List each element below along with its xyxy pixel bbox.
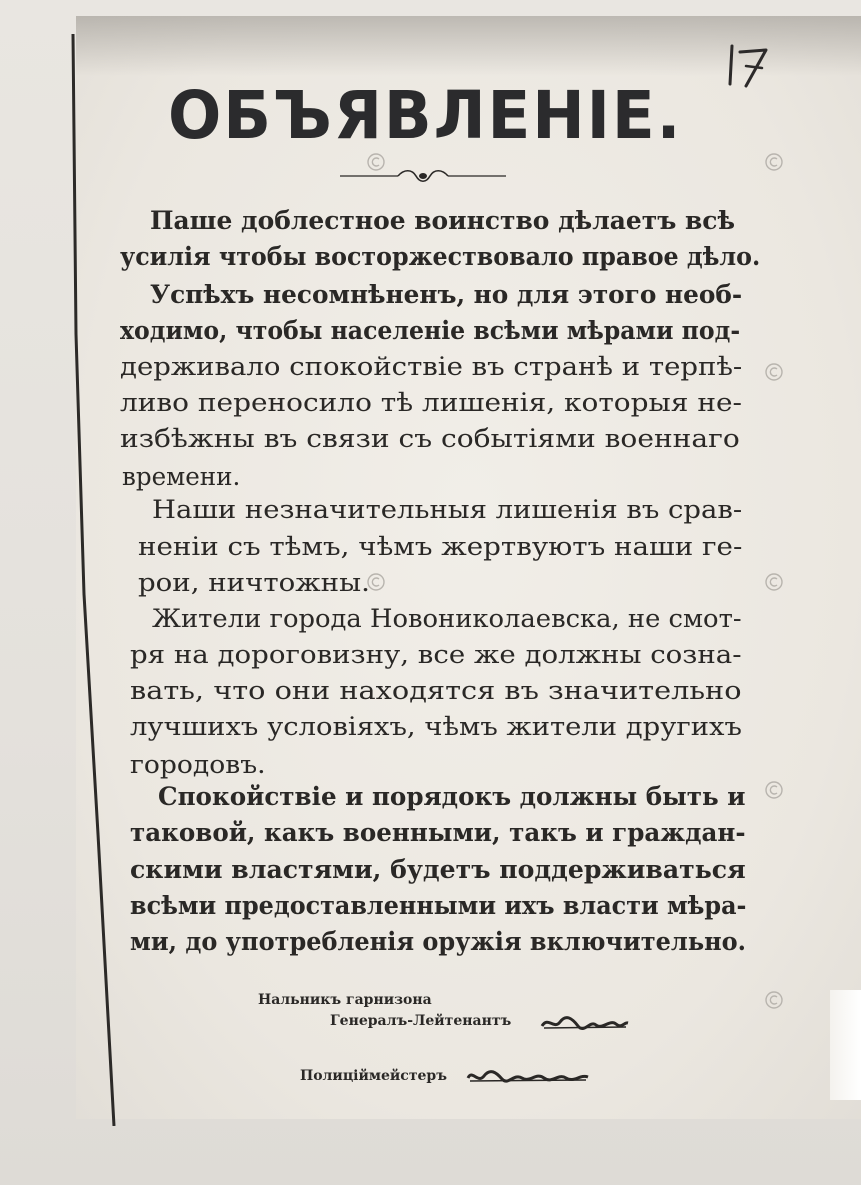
- body-line: ходимо, чтобы населеніе всѣми мѣрами под-: [120, 316, 741, 345]
- body-line: таковой, какъ военными, такъ и граждан-: [130, 818, 746, 847]
- body-line: всѣми предоставленными ихъ власти мѣра-: [130, 891, 747, 920]
- body-line: ря на дороговизну, все же должны созна-: [130, 640, 742, 669]
- page-number: [718, 40, 788, 90]
- body-line: времени.: [122, 462, 241, 491]
- copyright-watermark: [366, 152, 386, 172]
- announcement-title: ОБЪЯВЛЕНІЕ.: [168, 77, 683, 154]
- body-line: Паше доблестное воинство дѣлаетъ всѣ: [150, 206, 736, 235]
- body-line: Успѣхъ несомнѣненъ, но для этого необ-: [150, 280, 743, 309]
- body-line: неніи съ тѣмъ, чѣмъ жертвуютъ наши ге-: [138, 532, 743, 561]
- general-signature: [540, 1012, 630, 1034]
- garrison-chief-title: Нальникъ гарнизона: [258, 992, 432, 1008]
- body-line: Жители города Новониколаевска, не смот-: [152, 604, 742, 633]
- ornament-divider: [340, 168, 506, 184]
- body-line: рои, ничтожны.: [138, 568, 370, 597]
- sheet-left-border: [70, 34, 118, 1126]
- body-line: держивало спокойствіе въ странѣ и терпѣ-: [120, 352, 743, 381]
- police-chief-title: Полиціймейстеръ: [300, 1068, 447, 1084]
- body-line: скими властями, будетъ поддерживаться: [130, 855, 746, 884]
- body-line: вать, что они находятся въ значительно: [130, 676, 742, 705]
- body-line: городовъ.: [130, 750, 266, 779]
- body-line: ливо переносило тѣ лишенія, которыя не-: [120, 388, 742, 417]
- body-line: усилія чтобы восторжествовало правое дѣло.: [120, 242, 761, 271]
- lieutenant-general-title: Генералъ-Лейтенантъ: [330, 1013, 512, 1029]
- body-line: Спокойствіе и порядокъ должны быть и: [158, 782, 746, 811]
- body-line: лучшихъ условіяхъ, чѣмъ жители другихъ: [130, 712, 742, 741]
- body-line: избѣжны въ связи съ событіями военнаго: [120, 424, 740, 453]
- copyright-watermark: [366, 572, 386, 592]
- sheet-edge-overexposure: [830, 990, 861, 1100]
- copyright-watermark: [764, 572, 784, 592]
- copyright-watermark: [764, 780, 784, 800]
- copyright-watermark: [764, 990, 784, 1010]
- body-line: Наши незначительныя лишенія въ срав-: [152, 495, 743, 524]
- body-line: ми, до употребленія оружія включительно.: [130, 927, 747, 956]
- copyright-watermark: [764, 152, 784, 172]
- police-chief-signature: [466, 1066, 590, 1088]
- copyright-watermark: [764, 362, 784, 382]
